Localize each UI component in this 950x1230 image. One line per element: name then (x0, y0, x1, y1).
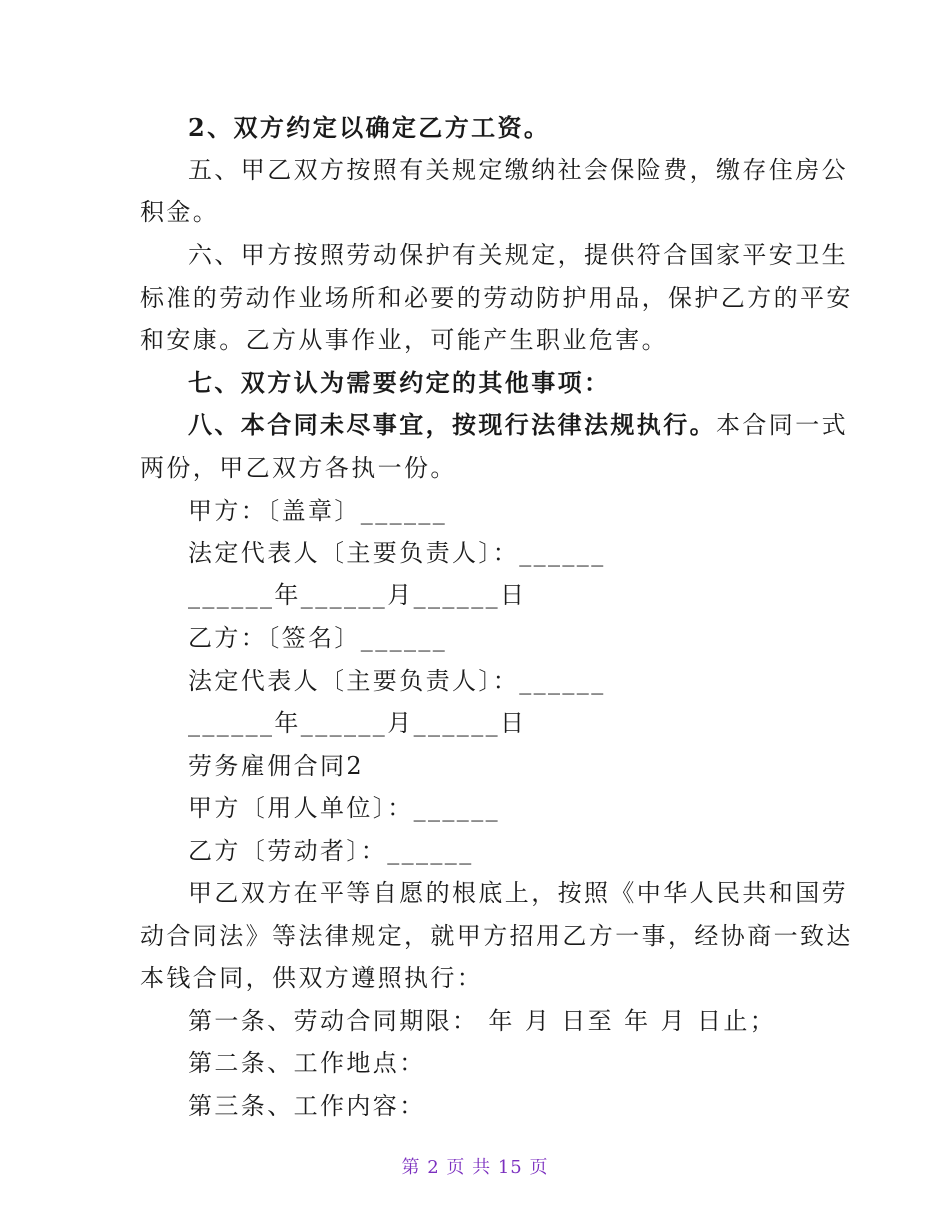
signature-line: 法定代表人〔主要负责人〕：______ (188, 539, 606, 567)
paragraph-line-continuation: 动合同法》等法律规定，就甲方招用乙方一事，经协商一致达 (140, 922, 853, 950)
clause-line: 五、甲乙双方按照有关规定缴纳社会保险费，缴存住房公 (188, 156, 848, 184)
party-line: 乙方〔劳动者〕：______ (188, 837, 474, 865)
party-line: 甲方〔用人单位〕：______ (188, 794, 500, 822)
clause-line: 七、双方认为需要约定的其他事项： (188, 368, 611, 397)
date-line: ______年______月______日 (188, 581, 527, 609)
paragraph-line-continuation: 本钱合同，供双方遵照执行： (140, 964, 484, 992)
paragraph-line: 甲乙双方在平等自愿的根底上，按照《中华人民共和国劳 (188, 879, 848, 907)
article-line: 第二条、工作地点： (188, 1049, 426, 1077)
clause-line-continuation: 标准的劳动作业场所和必要的劳动防护用品，保护乙方的平安 (140, 284, 853, 312)
clause-line (188, 410, 848, 440)
clause-line-continuation: 和安康。乙方从事作业，可能产生职业危害。 (140, 326, 668, 354)
clause-line: 六、甲方按照劳动保护有关规定，提供符合国家平安卫生 (188, 241, 848, 269)
article-line: 第三条、工作内容： (188, 1092, 426, 1120)
signature-line: 甲方：〔盖章〕______ (188, 497, 448, 525)
clause-normal-part: 本合同一式 (716, 411, 848, 439)
signature-line: 法定代表人〔主要负责人〕：______ (188, 667, 606, 695)
date-line: ______年______月______日 (188, 709, 527, 737)
clause-line-continuation: 积金。 (140, 198, 220, 226)
clause-line: 2、双方约定以确定乙方工资。 (188, 113, 551, 142)
clause-line-continuation: 两份，甲乙双方各执一份。 (140, 454, 457, 482)
section-title: 劳务雇佣合同2 (188, 752, 365, 780)
clause-bold-part: 八、本合同未尽事宜，按现行法律法规执行。 (188, 410, 716, 439)
article-line: 第一条、劳动合同期限： 年 月 日至 年 月 日止； (188, 1007, 777, 1035)
page-footer: 第 2 页 共 15 页 (401, 1157, 549, 1178)
signature-line: 乙方：〔签名〕______ (188, 624, 448, 652)
